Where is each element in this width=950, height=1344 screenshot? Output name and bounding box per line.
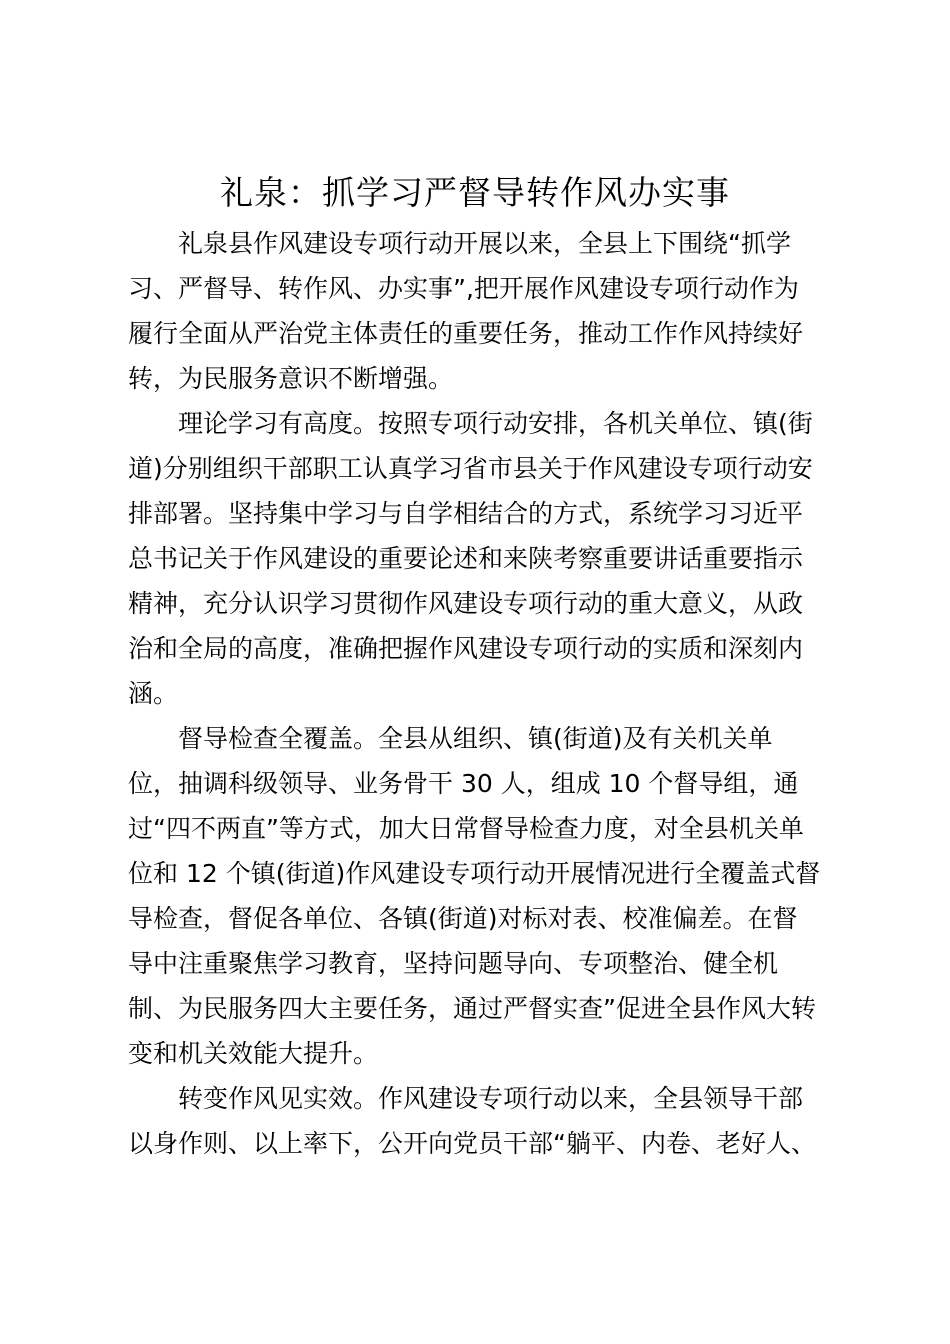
text-line: 制、为民服务四大主要任务，通过严督实查”促进全县作风大转 xyxy=(128,994,816,1023)
text-line: 治和全局的高度，准确把握作风建设专项行动的实质和深刻内 xyxy=(128,634,804,663)
text-line: 过“四不两直”等方式，加大日常督导检查力度，对全县机关单 xyxy=(128,814,804,843)
text-line: 转，为民服务意识不断增强。 xyxy=(128,364,454,393)
text-line: 位和 12 个镇(街道)作风建设专项行动开展情况进行全覆盖式督 xyxy=(128,859,821,888)
text-line: 位，抽调科级领导、业务骨干 30 人，组成 10 个督导组，通 xyxy=(128,769,799,798)
text-line: 以身作则、以上率下，公开向党员干部“躺平、内卷、老好人、 xyxy=(128,1129,816,1158)
text-line: 总书记关于作风建设的重要论述和来陕考察重要讲话重要指示 xyxy=(128,544,804,573)
text-line: 道)分别组织干部职工认真学习省市县关于作风建设专项行动安 xyxy=(128,454,813,483)
text-line: 习、严督导、转作风、办实事”,把开展作风建设专项行动作为 xyxy=(128,274,799,303)
document-title: 礼泉：抓学习严督导转作风办实事 xyxy=(220,173,730,212)
text-line: 排部署。坚持集中学习与自学相结合的方式，系统学习习近平 xyxy=(128,499,804,528)
text-line: 理论学习有高度。按照专项行动安排，各机关单位、镇(街 xyxy=(178,409,813,438)
text-line: 导中注重聚焦学习教育，坚持问题导向、专项整治、健全机 xyxy=(128,949,779,978)
text-line: 履行全面从严治党主体责任的重要任务，推动工作作风持续好 xyxy=(128,319,804,348)
text-line: 变和机关效能大提升。 xyxy=(128,1039,379,1068)
text-line: 导检查，督促各单位、各镇(街道)对标对表、校准偏差。在督 xyxy=(128,904,798,933)
text-line: 精神，充分认识学习贯彻作风建设专项行动的重大意义，从政 xyxy=(128,589,804,618)
text-line: 涵。 xyxy=(128,679,179,708)
text-line: 转变作风见实效。作风建设专项行动以来，全县领导干部 xyxy=(178,1084,804,1113)
text-line: 礼泉县作风建设专项行动开展以来，全县上下围绕“抓学 xyxy=(178,229,791,258)
text-line: 督导检查全覆盖。全县从组织、镇(街道)及有关机关单 xyxy=(178,724,773,753)
